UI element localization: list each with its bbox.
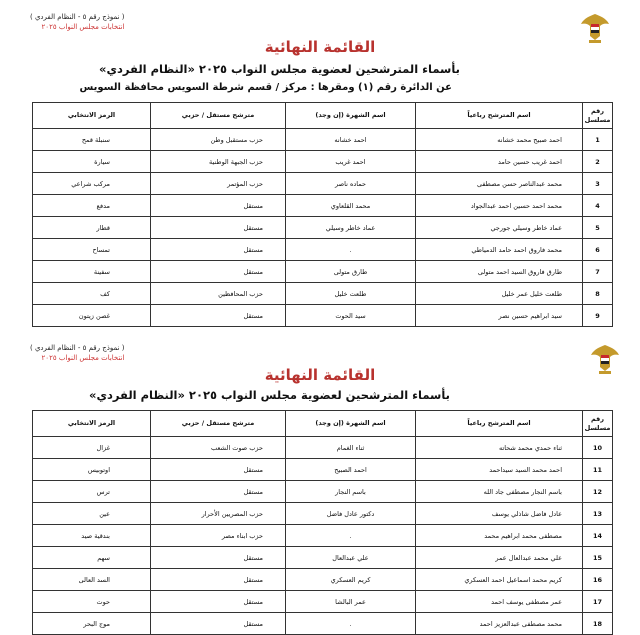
- cell-num: 18: [583, 613, 613, 635]
- cell-symbol: بندقية صيد: [33, 525, 151, 547]
- cell-name: علي محمد عبدالعال عمر: [416, 547, 583, 569]
- cell-name: عماد خاطر وسيلي جورجي: [416, 217, 583, 239]
- table-row: [33, 195, 613, 217]
- cell-num: 3: [583, 173, 613, 195]
- cell-nickname: طلعت خليل: [286, 283, 416, 305]
- cell-nickname: احمد خشانه: [286, 129, 416, 151]
- header-party: مترشح مستقل / حزبي: [151, 411, 286, 437]
- form-note: [30, 343, 124, 363]
- cell-num: 16: [583, 569, 613, 591]
- cell-name: عمر مصطفى يوسف احمد: [416, 591, 583, 613]
- cell-symbol: سنبلة قمح: [33, 129, 151, 151]
- cell-nickname: عماد خاطر وسيلي: [286, 217, 416, 239]
- cell-party: مستقل: [151, 613, 286, 635]
- page-title: القائمة النهائية: [264, 366, 376, 384]
- cell-num: 15: [583, 547, 613, 569]
- table-row: [33, 151, 613, 173]
- table-row: [33, 283, 613, 305]
- cell-nickname: دكتور عادل فاضل: [286, 503, 416, 525]
- cell-num: 5: [583, 217, 613, 239]
- table-row: [33, 481, 613, 503]
- table-row: [33, 305, 613, 327]
- cell-symbol: غزال: [33, 437, 151, 459]
- cell-name: كريم محمد اسماعيل احمد العسكري: [416, 569, 583, 591]
- cell-nickname: عمر البالشا: [286, 591, 416, 613]
- cell-name: ثناء حمدي محمد شحاته: [416, 437, 583, 459]
- cell-symbol: مركب شراعي: [33, 173, 151, 195]
- header-num: رقم مسلسل: [583, 411, 613, 437]
- table-row: [33, 547, 613, 569]
- cell-party: مستقل: [151, 547, 286, 569]
- header-nickname: اسم الشهرة (إن وجد): [286, 411, 416, 437]
- header-name: اسم المترشح رباعياً: [416, 411, 583, 437]
- cell-party: مستقل: [151, 591, 286, 613]
- cell-symbol: قطار: [33, 217, 151, 239]
- cell-party: حزب مستقبل وطن: [151, 129, 286, 151]
- cell-num: 4: [583, 195, 613, 217]
- form-note-line2: انتخابات مجلس النواب ٢٠٢٥: [41, 23, 125, 31]
- cell-name: طارق فاروق السيد احمد متولى: [416, 261, 583, 283]
- list-page-2: [0, 330, 640, 635]
- cell-party: حزب المؤتمر: [151, 173, 286, 195]
- header-num: رقم مسلسل: [583, 103, 613, 129]
- cell-num: 10: [583, 437, 613, 459]
- table-row: [33, 437, 613, 459]
- cell-num: 12: [583, 481, 613, 503]
- cell-symbol: تمساح: [33, 239, 151, 261]
- cell-nickname: .: [286, 613, 416, 635]
- table-row: [33, 129, 613, 151]
- cell-nickname: احمد الصبيح: [286, 459, 416, 481]
- cell-party: حزب المحافظين: [151, 283, 286, 305]
- cell-party: حزب الجبهة الوطنية: [151, 151, 286, 173]
- header-nickname: اسم الشهرة (إن وجد): [286, 103, 416, 129]
- cell-name: مصطفى محمد ابراهيم محمد: [416, 525, 583, 547]
- table-row: [33, 569, 613, 591]
- cell-num: 8: [583, 283, 613, 305]
- cell-name: احمد صبيح محمد خشانه: [416, 129, 583, 151]
- cell-symbol: كف: [33, 283, 151, 305]
- cell-symbol: مدفع: [33, 195, 151, 217]
- cell-num: 13: [583, 503, 613, 525]
- cell-party: مستقل: [151, 261, 286, 283]
- cell-symbol: غصن زيتون: [33, 305, 151, 327]
- header-symbol: الرمز الانتخابي: [33, 103, 151, 129]
- cell-symbol: سفينة: [33, 261, 151, 283]
- cell-party: مستقل: [151, 459, 286, 481]
- candidates-table: [32, 102, 613, 327]
- cell-symbol: سيارة: [33, 151, 151, 173]
- cell-party: مستقل: [151, 195, 286, 217]
- cell-symbol: ترس: [33, 481, 151, 503]
- page-title: القائمة النهائية: [264, 38, 376, 56]
- list-subtitle: بأسماء المترشحين لعضوية مجلس النواب ٢٠٢٥ «النظام الفردي»: [99, 62, 460, 76]
- cell-nickname: باسم النجار: [286, 481, 416, 503]
- cell-num: 1: [583, 129, 613, 151]
- cell-party: مستقل: [151, 569, 286, 591]
- cell-party: مستقل: [151, 239, 286, 261]
- cell-num: 6: [583, 239, 613, 261]
- table-row: [33, 459, 613, 481]
- table-row: [33, 173, 613, 195]
- candidates-table: [32, 410, 613, 635]
- cell-num: 11: [583, 459, 613, 481]
- cell-party: حزب ابناء مصر: [151, 525, 286, 547]
- cell-num: 14: [583, 525, 613, 547]
- cell-name: باسم النجار مصطفى جاد الله: [416, 481, 583, 503]
- cell-nickname: علي عبدالعال: [286, 547, 416, 569]
- cell-nickname: .: [286, 239, 416, 261]
- cell-party: حزب المصريين الأحرار: [151, 503, 286, 525]
- cell-party: حزب صوت الشعب: [151, 437, 286, 459]
- form-note-line1: ( نموذج رقم ٥ - النظام الفردي ): [30, 13, 125, 21]
- district-line: عن الدائرة رقم (١) ومقرها : مركز / قسم شرطة السويس محافظة السويس: [79, 82, 452, 93]
- cell-name: عادل فاضل شاذلي يوسف: [416, 503, 583, 525]
- cell-party: مستقل: [151, 481, 286, 503]
- form-note: [30, 12, 124, 32]
- list-subtitle: بأسماء المترشحين لعضوية مجلس النواب ٢٠٢٥ «النظام الفردي»: [89, 388, 450, 402]
- cell-nickname: محمد القلعاوي: [286, 195, 416, 217]
- cell-nickname: احمد غريب: [286, 151, 416, 173]
- cell-nickname: سيد الحوت: [286, 305, 416, 327]
- cell-num: 17: [583, 591, 613, 613]
- cell-symbol: عين: [33, 503, 151, 525]
- table-row: [33, 525, 613, 547]
- table-row: [33, 217, 613, 239]
- cell-name: محمد مصطفى عبدالعزيز احمد: [416, 613, 583, 635]
- cell-party: مستقل: [151, 217, 286, 239]
- header-symbol: الرمز الانتخابي: [33, 411, 151, 437]
- cell-party: مستقل: [151, 305, 286, 327]
- cell-nickname: .: [286, 525, 416, 547]
- table-row: [33, 239, 613, 261]
- table-header-row: [33, 411, 613, 437]
- header-party: مترشح مستقل / حزبي: [151, 103, 286, 129]
- cell-symbol: موج البحر: [33, 613, 151, 635]
- cell-num: 2: [583, 151, 613, 173]
- cell-symbol: سهم: [33, 547, 151, 569]
- cell-name: محمد عبدالناصر حسن مصطفى: [416, 173, 583, 195]
- cell-nickname: طارق متولى: [286, 261, 416, 283]
- table-row: [33, 503, 613, 525]
- cell-name: سيد ابراهيم حسين نصر: [416, 305, 583, 327]
- cell-symbol: اوتوبيس: [33, 459, 151, 481]
- cell-name: محمد فاروق احمد حامد الدمياطي: [416, 239, 583, 261]
- cell-symbol: حوت: [33, 591, 151, 613]
- cell-nickname: حماده ناصر: [286, 173, 416, 195]
- table-row: [33, 591, 613, 613]
- table-row: [33, 261, 613, 283]
- header-name: اسم المترشح رباعياً: [416, 103, 583, 129]
- cell-nickname: ثناء الغمام: [286, 437, 416, 459]
- cell-num: 7: [583, 261, 613, 283]
- table-header-row: [33, 103, 613, 129]
- table-row: [33, 613, 613, 635]
- cell-name: محمد احمد حسين احمد عبدالجواد: [416, 195, 583, 217]
- cell-name: احمد غريب حسين حامد: [416, 151, 583, 173]
- cell-num: 9: [583, 305, 613, 327]
- form-note-line1: ( نموذج رقم ٥ - النظام الفردي ): [30, 344, 125, 352]
- cell-name: احمد محمد السيد سيداحمد: [416, 459, 583, 481]
- cell-nickname: كريم العسكري: [286, 569, 416, 591]
- form-note-line2: انتخابات مجلس النواب ٢٠٢٥: [41, 354, 125, 362]
- cell-symbol: السد العالى: [33, 569, 151, 591]
- cell-name: طلعت خليل عمر خليل: [416, 283, 583, 305]
